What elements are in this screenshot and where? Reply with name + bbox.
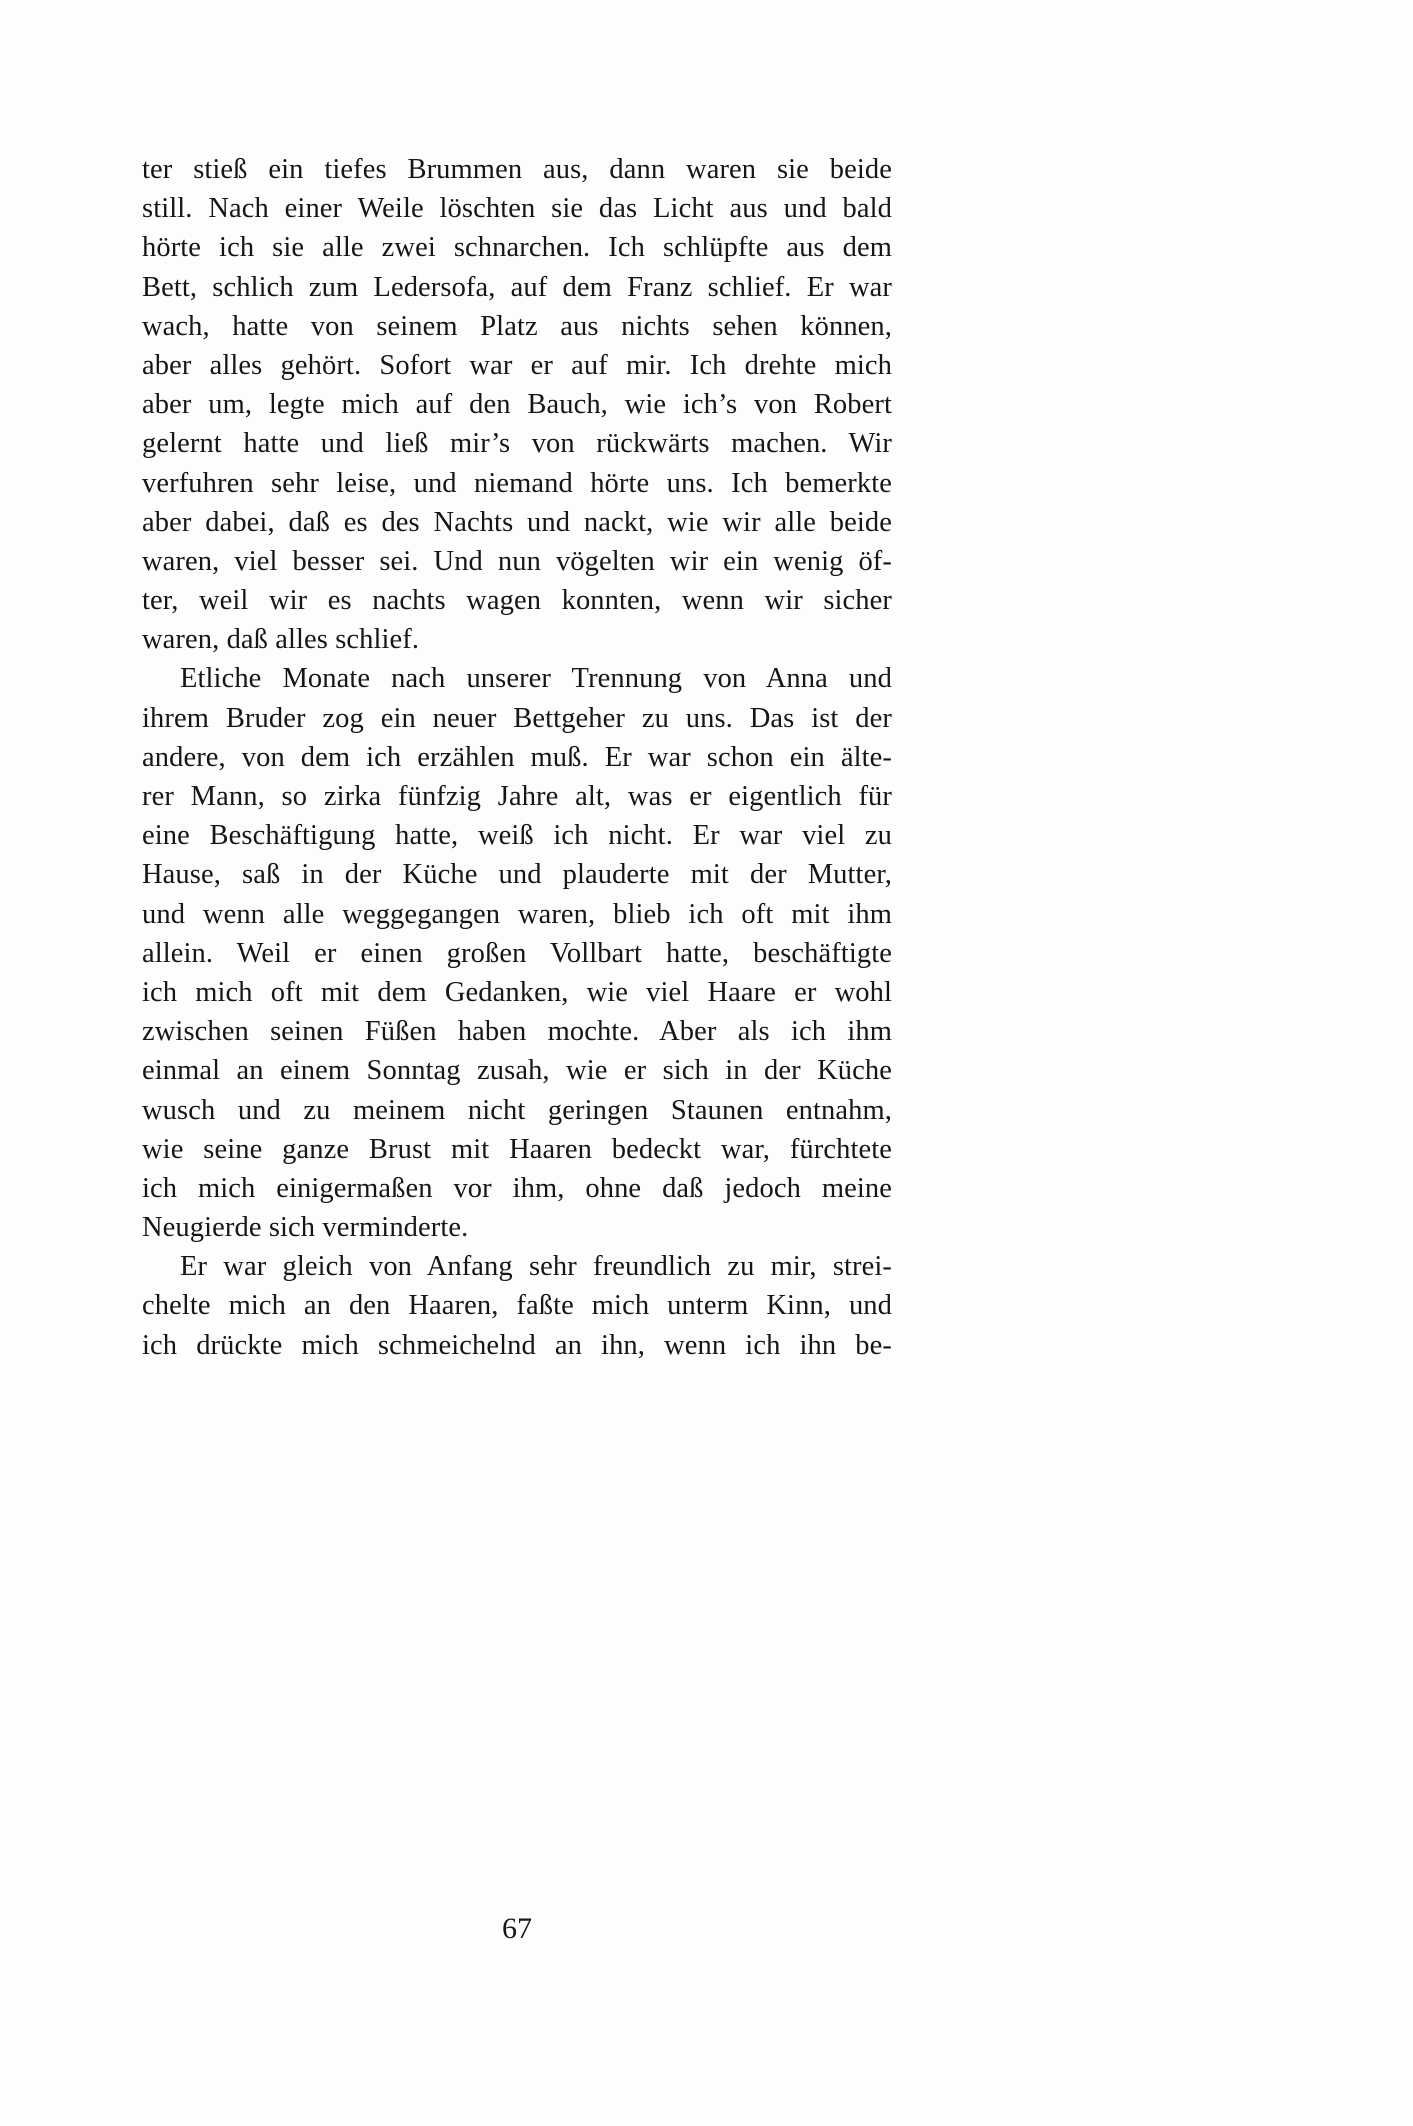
text-line: rer Mann, so zirka fünfzig Jahre alt, was er eigentlich für xyxy=(142,781,892,812)
text-line: zwischen seinen Füßen haben mochte. Aber als ich ihm xyxy=(142,1016,892,1048)
text-line: wie seine ganze Brust mit Haaren bedeckt war, fürchtete xyxy=(142,1133,892,1165)
text-line: Hause, saß in der Küche und plauderte mit der Mutter, xyxy=(142,859,892,891)
text-line: aber dabei, daß es des Nachts und nackt, wie wir alle beide xyxy=(142,506,892,538)
text-line: eine Beschäftigung hatte, weiß ich nicht. Er war viel zu xyxy=(142,820,892,852)
text-line: hörte ich sie alle zwei schnarchen. Ich schlüpfte aus dem xyxy=(142,232,892,264)
text-line: einmal an einem Sonntag zusah, wie er sich in der Küche xyxy=(142,1055,892,1087)
text-line: ich mich oft mit dem Gedanken, wie viel Haare er wohl xyxy=(142,976,892,1008)
text-line: Etliche Monate nach unserer Trennung von Anna und xyxy=(180,663,892,695)
text-line: Er war gleich von Anfang sehr freundlich zu mir, strei- xyxy=(180,1251,892,1283)
text-line: allein. Weil er einen großen Vollbart hatte, beschäftigte xyxy=(142,937,892,969)
text-line: wusch und zu meinem nicht geringen Staunen entnahm, xyxy=(142,1094,892,1126)
text-line: still. Nach einer Weile löschten sie das Licht aus und bald xyxy=(142,193,892,225)
text-line: aber um, legte mich auf den Bauch, wie ich’s von Robert xyxy=(142,389,892,421)
text-line: ihrem Bruder zog ein neuer Bettgeher zu uns. Das ist der xyxy=(142,702,892,734)
text-line: ter, weil wir es nachts wagen konnten, wenn wir sicher xyxy=(142,585,892,617)
text-line: chelte mich an den Haaren, faßte mich unterm Kinn, und xyxy=(142,1290,892,1322)
text-line: und wenn alle weggegangen waren, blieb ich oft mit ihm xyxy=(142,898,892,930)
paragraph xyxy=(142,150,892,659)
text-line: andere, von dem ich erzählen muß. Er war schon ein älte- xyxy=(142,741,892,773)
paragraph xyxy=(142,659,892,1247)
text-line: Bett, schlich zum Ledersofa, auf dem Franz schlief. Er war xyxy=(142,271,892,303)
paragraph xyxy=(142,1247,892,1365)
text-line: ich drückte mich schmeichelnd an ihn, wenn ich ihn be- xyxy=(142,1329,892,1361)
text-line: aber alles gehört. Sofort war er auf mir. Ich drehte mich xyxy=(142,349,892,381)
text-line: waren, daß alles schlief. xyxy=(142,624,420,656)
text-line: ter stieß ein tiefes Brummen aus, dann waren sie beide xyxy=(142,154,892,185)
page-number: 67 xyxy=(502,1912,532,1945)
text-line: waren, viel besser sei. Und nun vögelten wir ein wenig öf- xyxy=(142,545,892,577)
text-line: gelernt hatte und ließ mir’s von rückwärts machen. Wir xyxy=(142,428,892,460)
text-line: ich mich einigermaßen vor ihm, ohne daß jedoch meine xyxy=(142,1172,892,1204)
text-line: verfuhren sehr leise, und niemand hörte uns. Ich bemerkte xyxy=(142,467,892,499)
text-block xyxy=(142,150,892,1365)
text-line: wach, hatte von seinem Platz aus nichts sehen können, xyxy=(142,310,892,342)
text-line: Neugierde sich verminderte. xyxy=(142,1212,469,1244)
